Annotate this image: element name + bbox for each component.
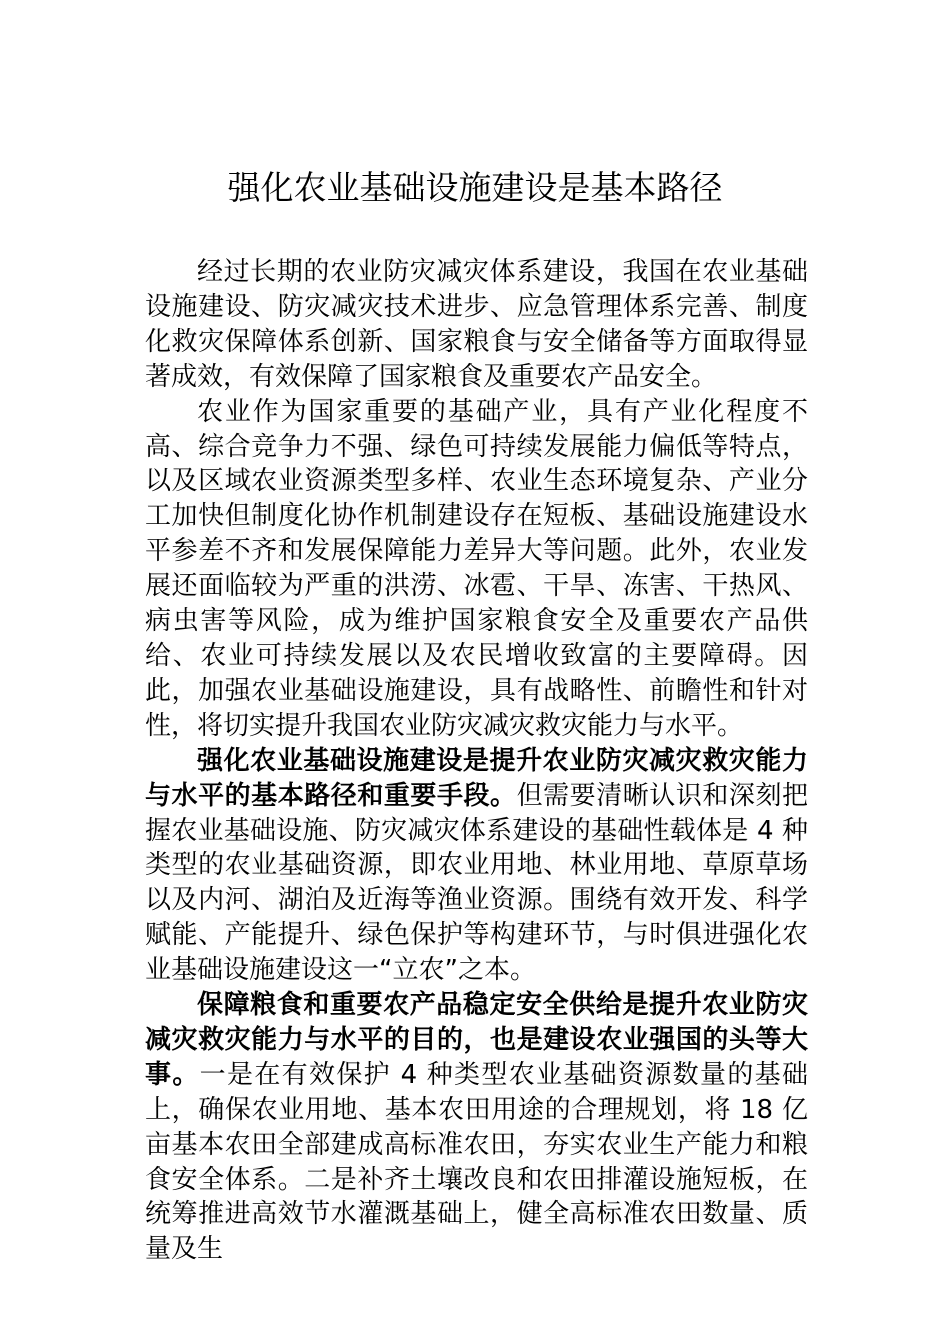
paragraph-4-bold-lead: 保障粮食和重要农产品稳定安全供给是提升农业防灾减灾救灾能力与水平的目的，也是建设农业强国的头等大事。 (145, 990, 808, 1090)
paragraph-2 (145, 395, 808, 744)
paragraph-3-text: 但需要清晰认识和深刻把握农业基础设施、防灾减灾体系建设的基础性载体是 4 种类型的农业基础资源，即农业用地、林业用地、草原草场以及内河、湖泊及近海等渔业资源。围绕有效开发、科学赋能、产能提升、绿色保护等构建环节，与时俱进强化农业基础设施建设这一“立农”之本。 (145, 780, 808, 986)
paragraph-4 (145, 988, 808, 1267)
document-title: 强化农业基础设施建设是基本路径 (227, 168, 723, 207)
paragraph-3 (145, 744, 808, 988)
paragraph-1 (145, 255, 808, 395)
paragraph-2-text: 农业作为国家重要的基础产业，具有产业化程度不高、综合竞争力不强、绿色可持续发展能力偏低等特点，以及区域农业资源类型多样、农业生态环境复杂、产业分工加快但制度化协作机制建设存在短板、基础设施建设水平参差不齐和发展保障能力差异大等问题。此外，农业发展还面临较为严重的洪涝、冰雹、干旱、冻害、干热风、病虫害等风险，成为维护国家粮食安全及重要农产品供给、农业可持续发展以及农民增收致富的主要障碍。因此，加强农业基础设施建设，具有战略性、前瞻性和针对性，将切实提升我国农业防灾减灾救灾能力与水平。 (145, 396, 808, 741)
document-body (145, 255, 808, 1267)
paragraph-4-text: 一是在有效保护 4 种类型农业基础资源数量的基础上，确保农业用地、基本农田用途的合理规划，将 18 亿亩基本农田全部建成高标准农田，夯实农业生产能力和粮食安全体系。二是补齐土壤改良和农田排灌设施短板，在统筹推进高效节水灌溉基础上，健全高标准农田数量、质量及生 (145, 1059, 808, 1265)
paragraph-3-bold-lead: 强化农业基础设施建设是提升农业防灾减灾救灾能力与水平的基本路径和重要手段。 (145, 745, 808, 811)
paragraph-1-text: 经过长期的农业防灾减灾体系建设，我国在农业基础设施建设、防灾减灾技术进步、应急管理体系完善、制度化救灾保障体系创新、国家粮食与安全储备等方面取得显著成效，有效保障了国家粮食及重要农产品安全。 (145, 257, 808, 392)
